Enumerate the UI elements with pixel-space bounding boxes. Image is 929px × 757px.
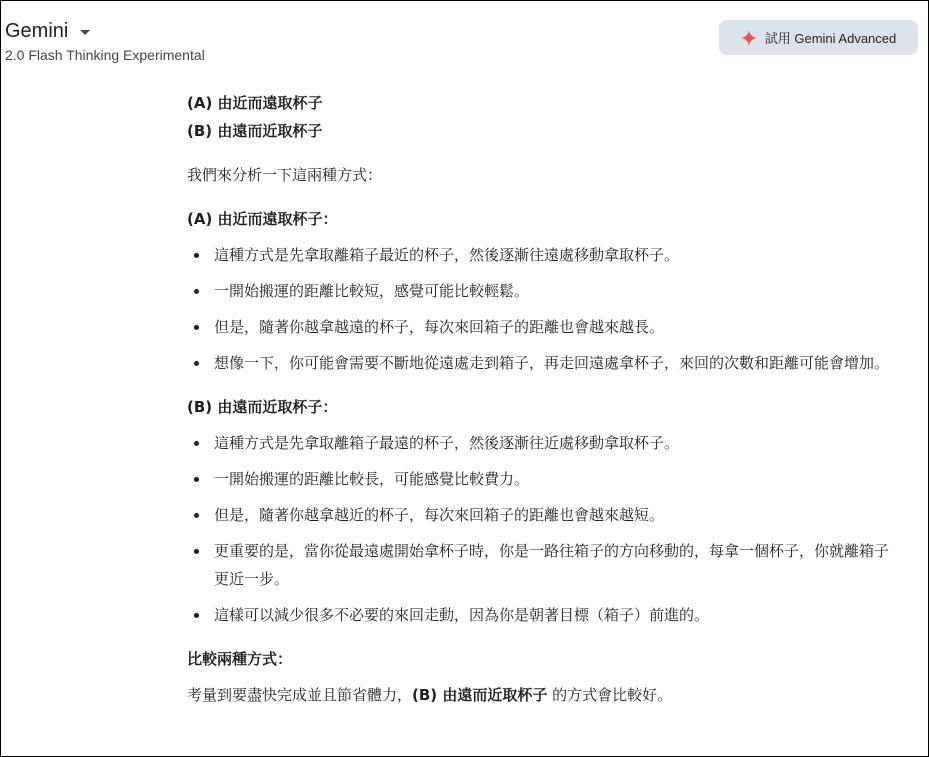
conclusion: 考量到要盡快完成並且節省體力，(B) 由遠而近取杯子 的方式會比較好。 bbox=[187, 686, 673, 704]
response-body bbox=[187, 89, 897, 725]
try-advanced-button[interactable] bbox=[719, 20, 918, 55]
list-item: 一開始搬運的距離比較長，可能感覺比較費力。 bbox=[187, 465, 897, 493]
intro-text: 我們來分析一下這兩種方式： bbox=[187, 166, 383, 184]
option-b: (B) 由遠而近取杯子 bbox=[187, 122, 323, 140]
top-bar bbox=[1, 1, 928, 71]
model-switcher[interactable] bbox=[5, 19, 90, 43]
section-b-list bbox=[187, 429, 897, 629]
caret-down-icon[interactable] bbox=[80, 30, 90, 35]
compare-heading: 比較兩種方式： bbox=[187, 650, 293, 668]
option-a: (A) 由近而遠取杯子 bbox=[187, 94, 323, 112]
list-item: 這種方式是先拿取離箱子最遠的杯子，然後逐漸往近處移動拿取杯子。 bbox=[187, 429, 897, 457]
list-item: 但是，隨著你越拿越遠的杯子，每次來回箱子的距離也會越來越長。 bbox=[187, 313, 897, 341]
section-a-heading: (A) 由近而遠取杯子： bbox=[187, 210, 338, 228]
list-item: 但是，隨著你越拿越近的杯子，每次來回箱子的距離也會越來越短。 bbox=[187, 501, 897, 529]
sparkle-icon bbox=[741, 30, 757, 46]
list-item: 這樣可以減少很多不必要的來回走動，因為你是朝著目標（箱子）前進的。 bbox=[187, 601, 897, 629]
app-title: Gemini bbox=[5, 20, 69, 42]
try-advanced-label: 試用 Gemini Advanced bbox=[764, 31, 897, 46]
section-a-list bbox=[187, 241, 897, 377]
model-name: 2.0 Flash Thinking Experimental bbox=[5, 47, 205, 63]
list-item: 這種方式是先拿取離箱子最近的杯子，然後逐漸往遠處移動拿取杯子。 bbox=[187, 241, 897, 269]
list-item: 更重要的是，當你從最遠處開始拿杯子時，你是一路往箱子的方向移動的，每拿一個杯子，你就離箱子更近一步。 bbox=[187, 537, 897, 593]
list-item: 想像一下，你可能會需要不斷地從遠處走到箱子，再走回遠處拿杯子，來回的次數和距離可能會增加。 bbox=[187, 349, 897, 377]
section-b-heading: (B) 由遠而近取杯子： bbox=[187, 398, 338, 416]
list-item: 一開始搬運的距離比較短，感覺可能比較輕鬆。 bbox=[187, 277, 897, 305]
